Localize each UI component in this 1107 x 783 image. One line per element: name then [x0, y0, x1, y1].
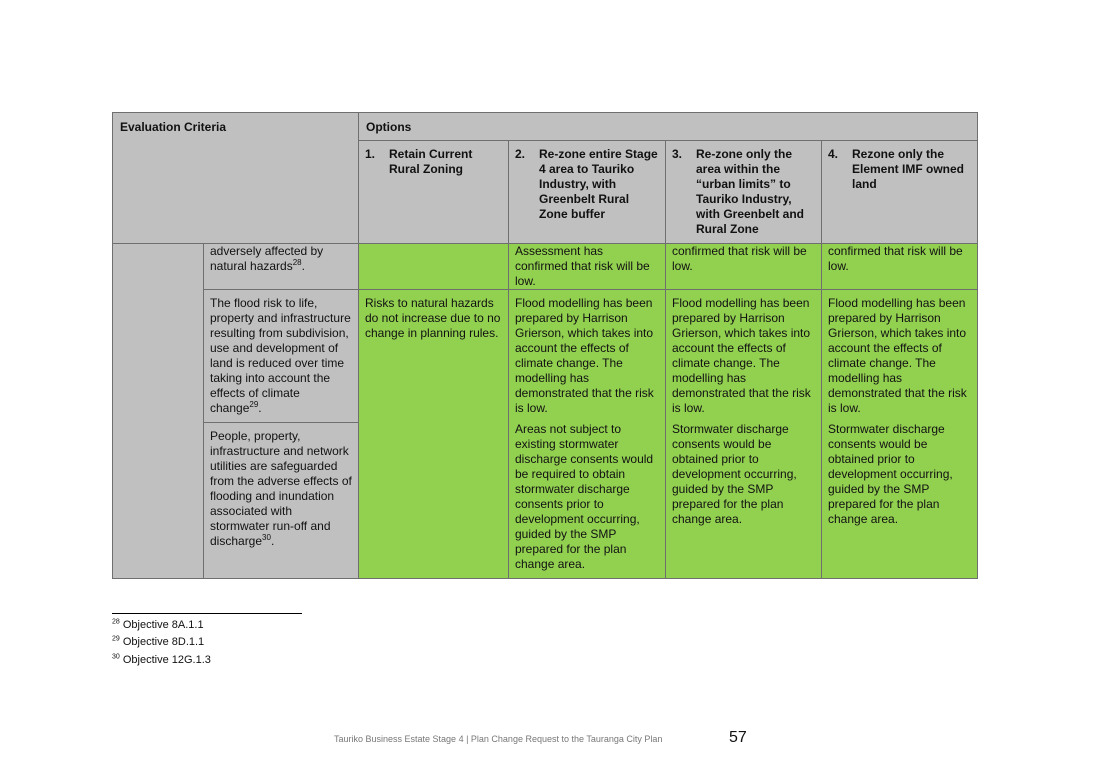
- footnote: [112, 654, 211, 667]
- footnote-ref: 30: [262, 533, 271, 542]
- footnote-text: Objective 12G.1.3: [122, 654, 211, 666]
- category-cell: [113, 244, 204, 579]
- option-1-header: [359, 141, 509, 244]
- assessment-text: Assessment has confirmed that risk will be low.: [515, 244, 650, 288]
- evaluation-criteria-header: [113, 113, 359, 244]
- criterion-cell: adversely affected by natural hazards$^{28}$.: [204, 244, 359, 290]
- option-4-cell: [822, 290, 978, 579]
- footnote-number: 29: [112, 635, 120, 643]
- criterion-cell: People, property, infrastructure and network utilities are safeguarded from the adverse effects of flooding and inundation associated with stormwater run-off and discharge$^{30}$.: [204, 423, 359, 579]
- option-number: 3.: [672, 147, 683, 161]
- option-number: 1.: [365, 147, 376, 161]
- assessment-text: Flood modelling has been prepared by Harrison Grierson, which takes into account the effects of climate change. The modelling has demonstrated that the risk is low.: [828, 296, 967, 415]
- option-label: Rezone only the Element IMF owned land: [852, 147, 965, 191]
- evaluation-table: [112, 112, 978, 579]
- options-header-label: Options: [366, 120, 412, 134]
- footnote-ref: 28: [292, 258, 302, 267]
- criterion-cell: The flood risk to life, property and infrastructure resulting from subdivision, use and development of land is reduced over time taking into account the effects of climate change$^{29}$.: [204, 290, 359, 423]
- option-1-cell: [359, 244, 509, 290]
- assessment-text: confirmed that risk will be low.: [828, 244, 963, 273]
- option-3-cell: [666, 290, 822, 579]
- options-header: [359, 113, 978, 141]
- footnote-ref: 29: [249, 400, 259, 409]
- assessment-text: Risks to natural hazards do not increase due to no change in planning rules.: [365, 296, 501, 340]
- option-3-cell: [666, 244, 822, 290]
- option-number: 4.: [828, 147, 839, 161]
- option-label: Retain Current Rural Zoning: [389, 147, 473, 176]
- assessment-text: confirmed that risk will be low.: [672, 244, 807, 273]
- option-4-cell: [822, 244, 978, 290]
- option-2-cell: [509, 290, 666, 579]
- criterion-text: adversely affected by natural hazards: [210, 244, 324, 273]
- option-2-header: [509, 141, 666, 244]
- footnote-text: Objective 8D.1.1: [122, 636, 205, 648]
- option-1-cell: [359, 290, 509, 579]
- option-4-header: [822, 141, 978, 244]
- footnote: [112, 636, 204, 649]
- option-3-header: [666, 141, 822, 244]
- option-2-cell: [509, 244, 666, 290]
- option-label: Re-zone entire Stage 4 area to Tauriko Industry, with Greenbelt Rural Zone buffer: [539, 147, 658, 221]
- assessment-text: Stormwater discharge consents would be obtained prior to development occurring, guided by the SMP prepared for the plan change area.: [672, 422, 797, 526]
- page-footer: Tauriko Business Estate Stage 4 | Plan Change Request to the Tauranga City Plan: [334, 734, 663, 744]
- footnote-number: 28: [112, 618, 120, 626]
- assessment-text: Flood modelling has been prepared by Harrison Grierson, which takes into account the effects of climate change. The modelling has demonstrated that the risk is low.: [515, 296, 654, 415]
- option-label: Re-zone only the area within the “urban limits” to Tauriko Industry, with Greenbelt and Rural Zone: [696, 147, 805, 236]
- option-number: 2.: [515, 147, 526, 161]
- page-number: 57: [729, 729, 747, 746]
- assessment-text: Areas not subject to existing stormwater discharge consents would be required to obtain stormwater discharge consents prior to development occurring, guided by the SMP prepared for the plan change area.: [515, 422, 654, 571]
- assessment-text: Flood modelling has been prepared by Harrison Grierson, which takes into account the effects of climate change. The modelling has demonstrated that the risk is low.: [672, 296, 811, 415]
- criterion-text: People, property, infrastructure and network utilities are safeguarded from the adverse effects of flooding and inundation associated with stormwater run-off and discharge: [210, 429, 352, 548]
- footnote: [112, 619, 204, 632]
- footnote-divider: [112, 613, 302, 614]
- criteria-header-label: Evaluation Criteria: [120, 120, 227, 134]
- footnote-number: 30: [112, 653, 120, 661]
- criterion-text: The flood risk to life, property and infrastructure resulting from subdivision, use and development of land is reduced over time taking into account the effects of climate change: [210, 296, 351, 415]
- assessment-text: Stormwater discharge consents would be obtained prior to development occurring, guided by the SMP prepared for the plan change area.: [828, 422, 953, 526]
- footnote-text: Objective 8A.1.1: [122, 619, 204, 631]
